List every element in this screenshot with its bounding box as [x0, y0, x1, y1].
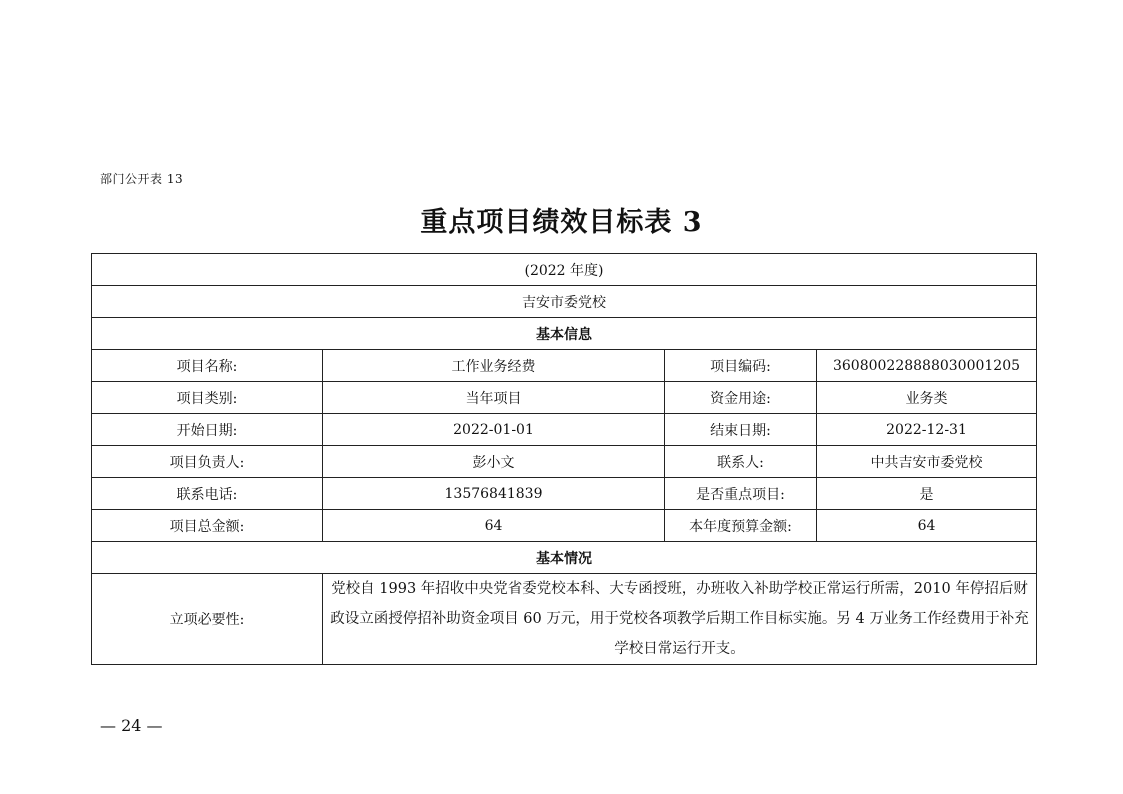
page-number: — 24 —: [100, 716, 163, 735]
field-value: 2022-01-01: [323, 414, 665, 446]
field-value: 中共吉安市委党校: [817, 446, 1037, 478]
field-value: 360800228888030001205: [817, 350, 1037, 382]
table-row: [92, 510, 1037, 542]
necessity-label: 立项必要性:: [92, 574, 323, 665]
field-value: 64: [323, 510, 665, 542]
department-table-tag: 部门公开表 13: [100, 172, 184, 186]
field-label: 项目总金额:: [92, 510, 323, 542]
table-row: [92, 382, 1037, 414]
field-value: 是: [817, 478, 1037, 510]
necessity-row: [92, 574, 1037, 665]
field-value: 2022-12-31: [817, 414, 1037, 446]
section-basic-situation: 基本情况: [92, 542, 1037, 574]
field-value: 当年项目: [323, 382, 665, 414]
page-title: 重点项目绩效目标表 3: [420, 207, 703, 238]
field-label: 项目编码:: [665, 350, 817, 382]
field-label: 项目类别:: [92, 382, 323, 414]
table-row: [92, 446, 1037, 478]
field-value: 64: [817, 510, 1037, 542]
field-label: 开始日期:: [92, 414, 323, 446]
necessity-text: 党校自 1993 年招收中央党省委党校本科、大专函授班，办班收入补助学校正常运行所需，2010 年停招后财政设立函授停招补助资金项目 60 万元，用于党校各项教学后期工作目标实施。另 4 万业务工作经费用于补充学校日常运行开支。: [323, 574, 1037, 665]
year-row: (2022 年度): [92, 254, 1037, 286]
table-row: [92, 478, 1037, 510]
unit-row: 吉安市委党校: [92, 286, 1037, 318]
field-value: 工作业务经费: [323, 350, 665, 382]
field-label: 项目名称:: [92, 350, 323, 382]
field-value: 13576841839: [323, 478, 665, 510]
field-label: 项目负责人:: [92, 446, 323, 478]
field-value: 业务类: [817, 382, 1037, 414]
field-label: 结束日期:: [665, 414, 817, 446]
performance-target-table: [91, 253, 1037, 665]
table-row: [92, 414, 1037, 446]
field-value: 彭小文: [323, 446, 665, 478]
table-row: [92, 350, 1037, 382]
section-basic-info: 基本信息: [92, 318, 1037, 350]
field-label: 联系电话:: [92, 478, 323, 510]
field-label: 联系人:: [665, 446, 817, 478]
field-label: 本年度预算金额:: [665, 510, 817, 542]
field-label: 资金用途:: [665, 382, 817, 414]
field-label: 是否重点项目:: [665, 478, 817, 510]
